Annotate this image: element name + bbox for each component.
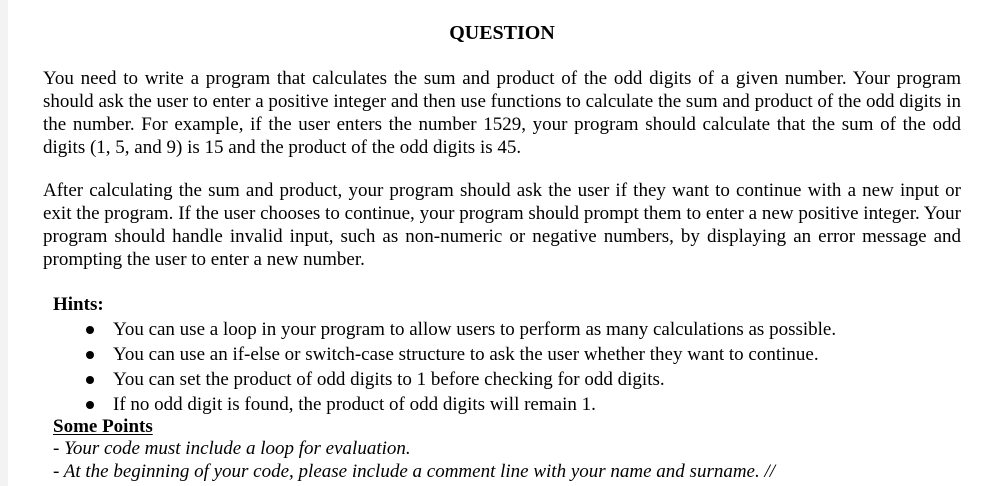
hint-text: If no odd digit is found, the product of odd digits will remain 1. [113, 394, 596, 415]
hint-text: You can set the product of odd digits to 1 before checking for odd digits. [113, 369, 665, 390]
hints-heading: Hints: [53, 294, 104, 315]
bullet-icon [86, 351, 94, 359]
paragraph-continue-and-validation: After calculating the sum and product, your program should ask the user if they want to continue with a new input or exit the program. If the user chooses to continue, your program should prompt them to enter a new positive integer. Your program should handle invalid input, such as non-numeric or negative numbers, by displaying an error message and prompting the user to enter a new number. [43, 180, 961, 270]
some-point-item: - Your code must include a loop for evaluation. [53, 438, 411, 459]
hint-text: You can use a loop in your program to allow users to perform as many calculations as possible. [113, 319, 837, 340]
document-title: QUESTION [449, 22, 555, 44]
hint-text: You can use an if-else or switch-case structure to ask the user whether they want to continue. [113, 344, 819, 365]
page-left-edge [0, 0, 8, 486]
paragraph-task-description: You need to write a program that calculates the sum and product of the odd digits of a given number. Your program should ask the user to enter a positive integer and then use functions to calculate the sum and product of the odd digits in the number. For example, if the user enters the number 1529, your program should calculate that the sum of the odd digits (1, 5, and 9) is 15 and the product of the odd digits is 45. [43, 68, 961, 158]
bullet-icon [86, 401, 94, 409]
some-points-heading: Some Points [53, 416, 153, 437]
bullet-icon [86, 376, 94, 384]
bullet-icon [86, 326, 94, 334]
some-point-item: - At the beginning of your code, please include a comment line with your name and surname. // [53, 461, 776, 482]
